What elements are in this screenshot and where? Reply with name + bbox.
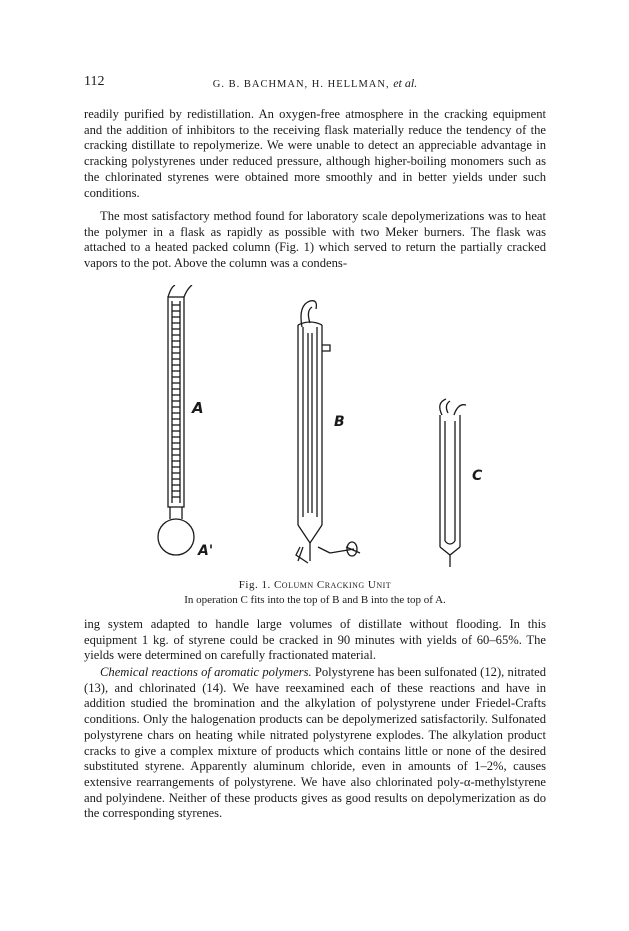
column-c-drawing <box>440 399 483 567</box>
column-a-drawing <box>158 285 213 559</box>
section-heading: Chemical reactions of aromatic polymers. <box>100 665 312 679</box>
column-b-drawing <box>296 301 360 563</box>
body-paragraph-4 <box>84 665 546 822</box>
body-paragraph-3: ing system adapted to handle large volumes of distillate without flooding. In this equipment 1 kg. of styrene could be cracked in 90 minutes with yields of 60–65%. The yields were determined on carefully fractionated material. <box>84 617 546 663</box>
column-packing <box>172 305 180 497</box>
figure-caption-prefix: Fig. 1. <box>238 579 271 591</box>
running-head-authors: G. B. BACHMAN, H. HELLMAN, <box>212 79 390 90</box>
figure-column-cracking-unit <box>140 285 500 575</box>
label-c: C <box>472 468 483 484</box>
figure-caption-title <box>84 579 546 591</box>
label-b: B <box>334 414 345 430</box>
label-a-prime: A' <box>198 543 214 559</box>
body-paragraph-2: The most satisfactory method found for laboratory scale depolymerizations was to heat the polymer in a flask as rapidly as possible with two Meker burners. The flask was attached to a heated packed column (Fig. 1) which served to return the partially cracked vapors to the pot. Above the column was a condens- <box>84 209 546 271</box>
body-paragraph-4-text: Polystyrene has been sulfonated (12), nitrated (13), and chlorinated (14). We have reexamined each of these reactions and have in addition studied the bromination and the alkylation of polystyrene under Friedel-Crafts conditions. Only the halogenation products can be depolymerized satisfactorily. Sulfonated polystyrene chars on heating while nitrated polystyrene explodes. The alkylation product cracks to give a complex mixture of products which contains little or none of the desired substituted styrene. Apparently aluminum chloride, even in amounts of 1–2%, causes extensive rearrangements of polystyrene. We have also chlorinated poly-α-methylstyrene and polyindene. Neither of these products gives as good results on depolymerization as do the corresponding styrenes. <box>84 665 546 821</box>
running-head <box>84 76 546 91</box>
figure-caption-name: Column Cracking Unit <box>273 579 392 591</box>
page-header <box>84 74 546 92</box>
page-number: 112 <box>84 74 105 89</box>
apparatus-diagram <box>140 285 500 575</box>
label-a: A <box>192 399 204 417</box>
body-paragraph-1: readily purified by redistillation. An oxygen-free atmosphere in the cracking equipment and the addition of inhibitors to the receiving flask materially reduce the tendency of the cracking distillate to repolymerize. We were unable to detect an appreciable advantage in cracking polystyrenes under reduced pressure, although higher-boiling monomers such as the chlorinated styrenes were obtained more smoothly and in better yields under such conditions. <box>84 107 546 200</box>
figure-caption-body: In operation C fits into the top of B and B into the top of A. <box>184 594 446 606</box>
running-head-et-al: et al. <box>393 76 418 90</box>
